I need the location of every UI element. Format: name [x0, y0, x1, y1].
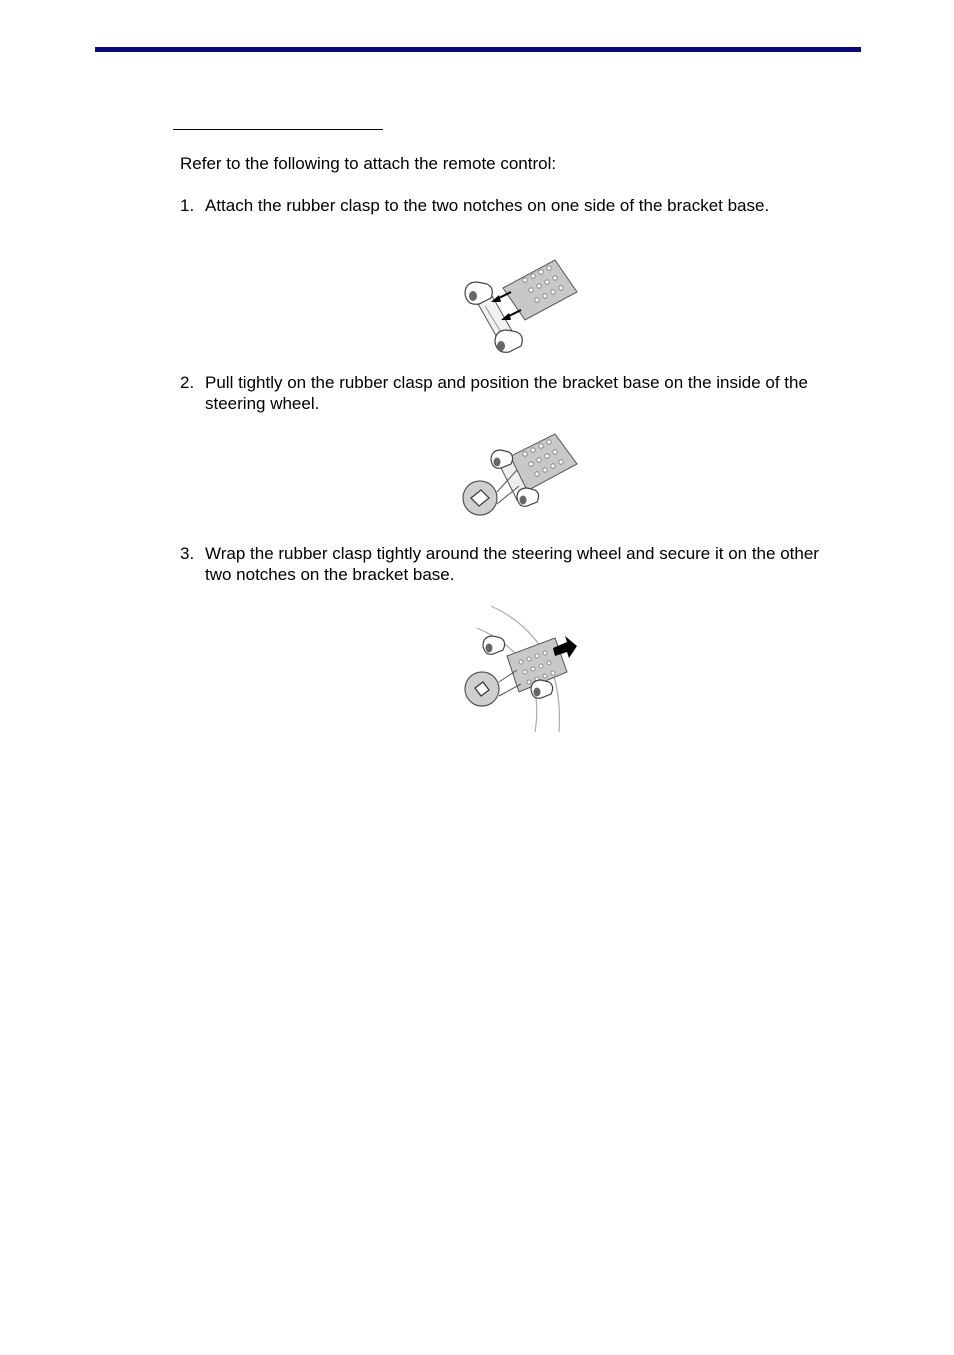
- step-text: Attach the rubber clasp to the two notches on one side of the bracket base.: [205, 196, 770, 215]
- step-number: 2.: [180, 373, 195, 392]
- intro-text: Refer to the following to attach the remote control:: [180, 154, 557, 173]
- illustration-attach-clasp: [455, 252, 580, 360]
- step-number: 1.: [180, 196, 195, 215]
- illustration-wrap-clasp: [455, 600, 580, 735]
- section-divider: [173, 129, 383, 130]
- step-text: Pull tightly on the rubber clasp and position the bracket base on the inside of the steering wheel.: [205, 373, 808, 413]
- header-rule: [95, 47, 861, 52]
- step-1: [180, 195, 820, 216]
- step-3: [180, 543, 820, 585]
- step-2: [180, 372, 820, 414]
- illustration-position-bracket: [455, 430, 580, 520]
- step-number: 3.: [180, 544, 195, 563]
- step-text: Wrap the rubber clasp tightly around the steering wheel and secure it on the other two notches on the bracket base.: [205, 544, 819, 584]
